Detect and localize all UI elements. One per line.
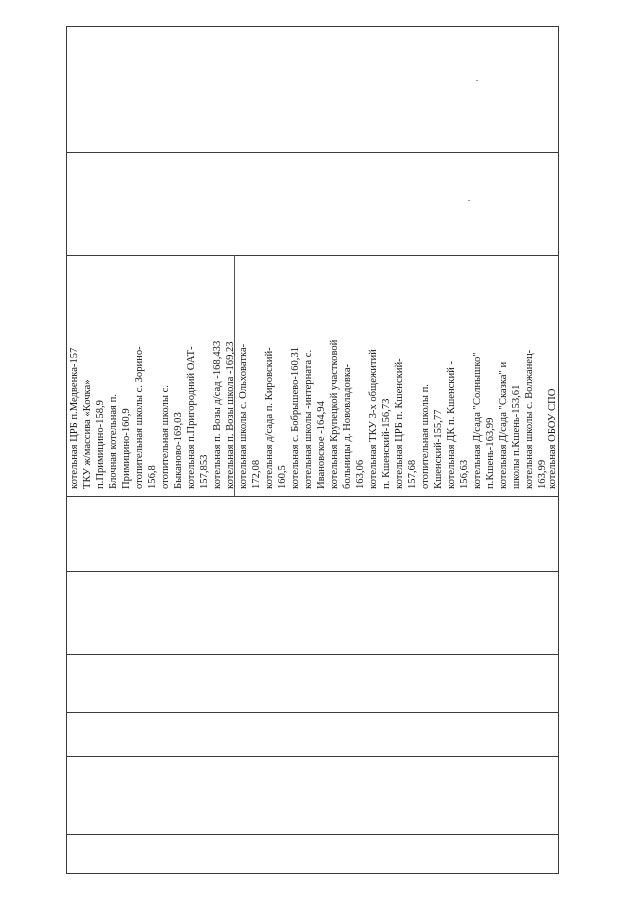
boiler-line: котельная с. Бобрышево-160,31 (290, 346, 301, 489)
boiler-line: котельная школы с. Волжанец- (524, 349, 535, 489)
boiler-line: 157,68 (407, 459, 418, 489)
boiler-line: 156,8 (147, 465, 158, 489)
boiler-line: 157,853 (199, 454, 210, 489)
boiler-line: котельная ДК п. Кшенский - (446, 361, 457, 489)
boiler-line: котельная ЦРБ п.Медвенка-157 (69, 347, 80, 489)
boiler-line: котельная ТКУ 3-х общежитий (368, 349, 379, 489)
boiler-line: 163,99 (537, 459, 548, 489)
empty-cell (67, 27, 558, 152)
boiler-line: Ивановское -164,94 (316, 401, 327, 489)
boiler-line: котельная Крупецкой участковой (329, 339, 340, 489)
boiler-list-rotated (67, 256, 558, 495)
boiler-line: отопительная школы с. (160, 385, 171, 489)
boiler-line: п.Кшень-163,99 (485, 417, 496, 489)
boiler-line: Кшенский-155,77 (433, 409, 444, 489)
boiler-line: котельная п.Пригородний ОАТ- (186, 346, 197, 489)
empty-cell (67, 757, 558, 834)
boiler-line: 160,5 (277, 465, 288, 489)
boiler-line: котельная п. Возы школа -169,23 (225, 341, 236, 489)
boiler-line: ТКУ ж/массива «Кочка» (82, 379, 93, 489)
empty-cell (67, 153, 558, 255)
boiler-line: п.Примицино-158,9 (95, 400, 106, 489)
scan-speck (476, 80, 478, 81)
boiler-line: 163,06 (355, 459, 366, 489)
boiler-line: котельная д/сада п. Кировский- (264, 347, 275, 489)
boiler-line: отопительная школы с. Зорино- (134, 346, 145, 489)
boiler-line: котельная Д/сада "Солнышко" (472, 352, 483, 489)
boiler-line: котельная школы -интерната с. (303, 349, 314, 489)
boiler-line: школы п.Кшень-153,61 (511, 384, 522, 489)
boiler-list-cell (67, 256, 558, 495)
empty-cell (67, 713, 558, 756)
boiler-line: котельная п. Возы д/сад -168,433 (212, 340, 223, 489)
boiler-line: котельная ОБОУ СПО (547, 388, 558, 489)
boiler-line: Примицино-160,9 (121, 408, 132, 489)
boiler-line: котельная школы с. Ольховатка- (238, 343, 249, 489)
empty-cell (67, 497, 558, 571)
empty-cell (67, 572, 558, 654)
boiler-line: п. Кшенский-156,73 (381, 398, 392, 489)
empty-cell (67, 835, 558, 873)
boiler-line: Блочная котельная п. (108, 394, 119, 489)
scan-speck (468, 200, 470, 201)
boiler-line: котельная Д/сада "Сказка" и (498, 361, 509, 489)
boiler-line: 156,63 (459, 459, 470, 489)
boiler-line: больницы д. Нововладовка- (342, 363, 353, 489)
boiler-line: 172,08 (251, 459, 262, 489)
boiler-line: Быканово-169,03 (173, 412, 184, 489)
boiler-line: отопительная школы п. (420, 384, 431, 489)
boiler-line: котельная ЦРБ п. Кшенский- (394, 358, 405, 489)
empty-cell (67, 655, 558, 712)
